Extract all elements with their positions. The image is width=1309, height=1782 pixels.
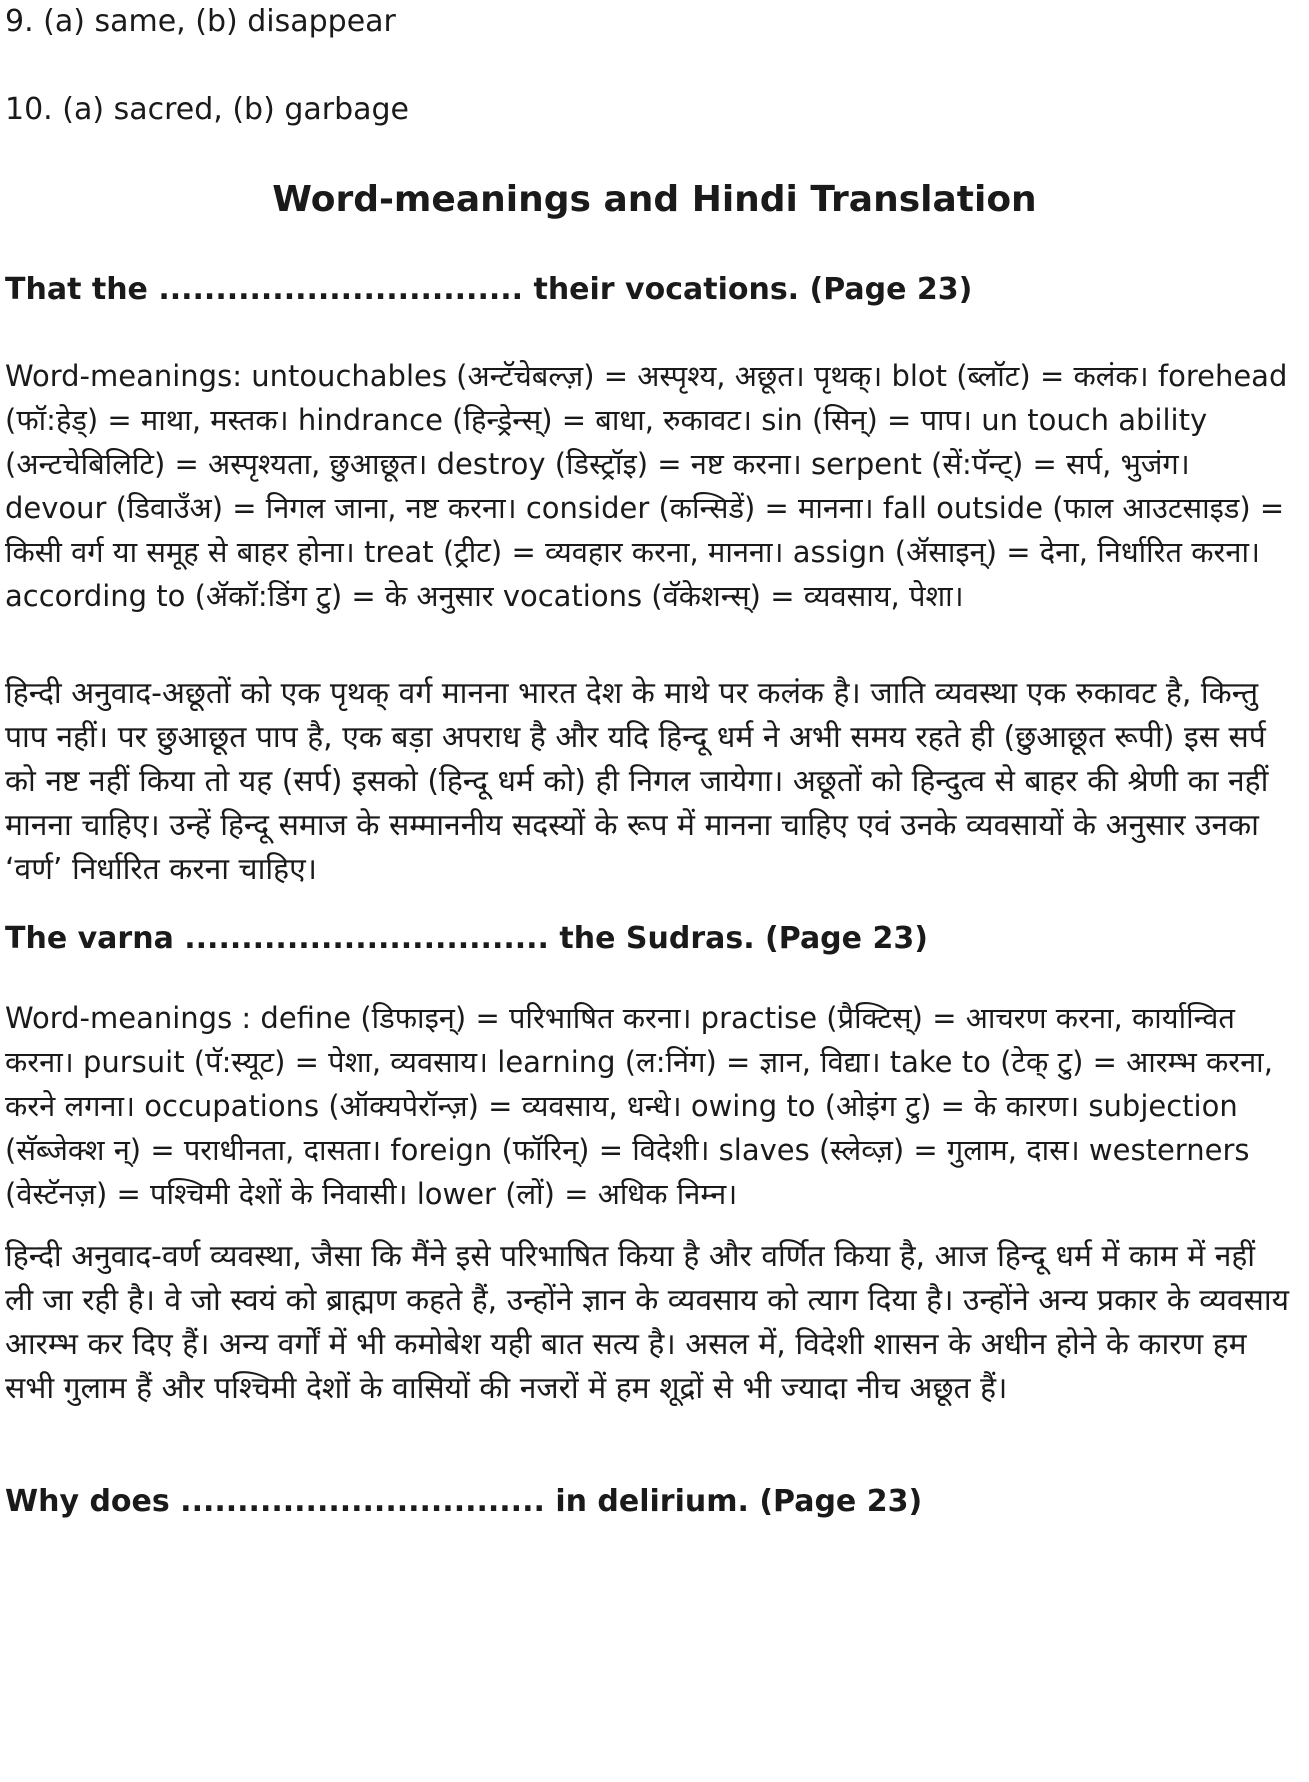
word-meanings-2: Word-meanings : define (डिफाइन्) = परिभाषित करना। practise (प्रैक्टिस्) = आचरण करना, कार्यान्वित करना। pursuit (पॅ:स्यूट) = पेशा, व्यवसाय। learning (ल:निंग) = ज्ञान, विद्या। take to (टेक् टु) = आरम्भ करना, करने लगना। occupations (ऑक्यपेरॉन्ज़) = व्यवसाय, धन्धे। owing to (ओइंग टु) = के कारण। subjection (सॅब्जेक्श न्) = पराधीनता, दासता। foreign (फॉरिन्) = विदेशी। slaves (स्लेव्ज़) = गुलाम, दास। westerners (वेस्टॅनज़) = पश्चिमी देशों के निवासी। lower (लों) = अधिक निम्न।	[5, 1001, 1273, 1211]
passage-heading-3: Why does ................................ in delirium. (Page 23)	[5, 1484, 923, 1519]
section-title: Word-meanings and Hindi Translation	[272, 179, 1037, 220]
passage-heading-2: The varna ................................ the Sudras. (Page 23)	[5, 921, 928, 956]
hindi-translation-1: हिन्दी अनुवाद-अछूतों को एक पृथक् वर्ग मानना भारत देश के माथे पर कलंक है। जाति व्यवस्था एक रुकावट है, किन्तु पाप नहीं। पर छुआछूत पाप है, एक बड़ा अपराध है और यदि हिन्दू धर्म ने अभी समय रहते ही (छुआछूत रूपी) इस सर्प को नष्ट नहीं किया तो यह (सर्प) इसको (हिन्दू धर्म को) ही निगल जायेगा। अछूतों को हिन्दुत्व से बाहर की श्रेणी का नहीं मानना चाहिए। उन्हें हिन्दू समाज के सम्माननीय सदस्यों के रूप में मानना चाहिए एवं उनके व्यवसायों के अनुसार उनका ‘वर्ण’ निर्धारित करना चाहिए।	[5, 676, 1269, 887]
answer-10: 10. (a) sacred, (b) garbage	[5, 92, 410, 127]
answer-9: 9. (a) same, (b) disappear	[5, 4, 396, 39]
passage-heading-1: That the ................................ their vocations. (Page 23)	[5, 272, 973, 307]
hindi-translation-2: हिन्दी अनुवाद-वर्ण व्यवस्था, जैसा कि मैंने इसे परिभाषित किया है और वर्णित किया है, आज हिन्दू धर्म में काम में नहीं ली जा रही है। वे जो स्वयं को ब्राह्मण कहते हैं, उन्होंने ज्ञान के व्यवसाय को त्याग दिया है। उन्होंने अन्य प्रकार के व्यवसाय आरम्भ कर दिए हैं। अन्य वर्गों में भी कमोबेश यही बात सत्य है। असल में, विदेशी शासन के अधीन होने के कारण हम सभी गुलाम हैं और पश्चिमी देशों के वासियों की नजरों में हम शूद्रों से भी ज्यादा नीच अछूत हैं।	[5, 1239, 1290, 1406]
word-meanings-1: Word-meanings: untouchables (अन्टॅचेबल्ज़) = अस्पृश्य, अछूत। पृथक्। blot (ब्लॉट) = कलंक। forehead (फॉ:हेड्) = माथा, मस्तक। hindrance (हिन्ड्रेन्स्) = बाधा, रुकावट। sin (सिन्) = पाप। un touch ability (अन्टचेबिलिटि) = अस्पृश्यता, छुआछूत। destroy (डिस्ट्रॉइ) = नष्ट करना। serpent (सें:पॅन्ट्) = सर्प, भुजंग। devour (डिवाउँअ) = निगल जाना, नष्ट करना। consider (कन्सिडें) = मानना। fall outside (फाल आउटसाइड) = किसी वर्ग या समूह से बाहर होना। treat (ट्रीट) = व्यवहार करना, मानना। assign (ॲसाइन्) = देना, निर्धारित करना। according to (ॲकॉ:डिंग टु) = के अनुसार vocations (वॅकेशन्स्) = व्यवसाय, पेशा।	[5, 359, 1288, 613]
